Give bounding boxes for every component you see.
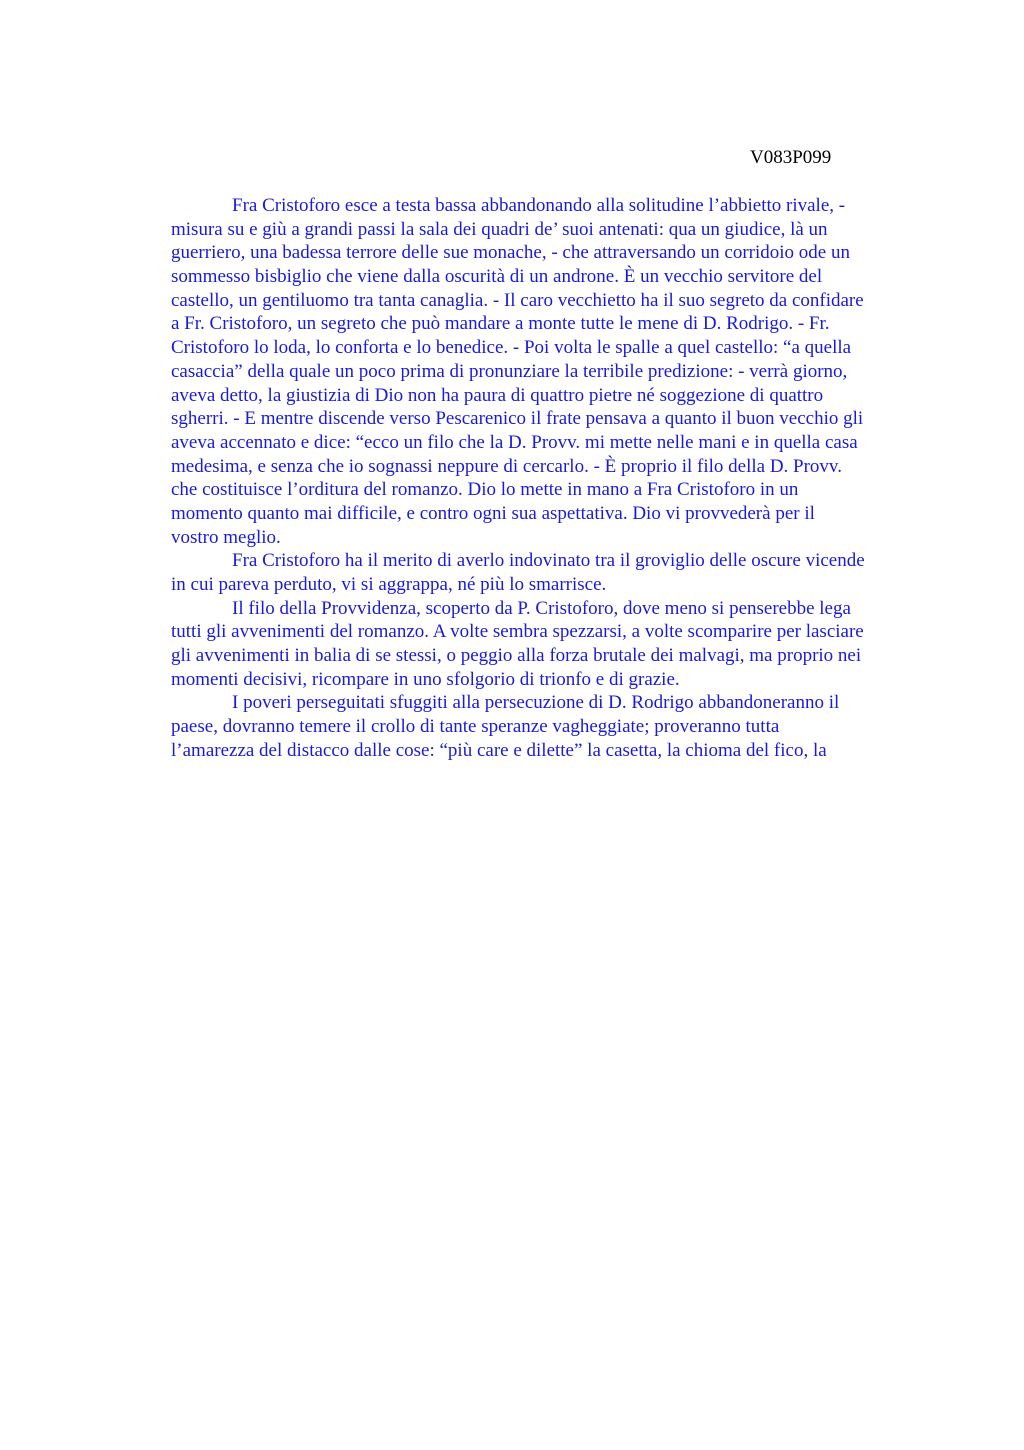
text-line: Fra Cristoforo ha il merito di averlo indovinato tra il groviglio delle oscure vicende (232, 550, 865, 572)
text-line: vostro meglio. (171, 526, 281, 548)
text-line: misura su e giù a grandi passi la sala dei quadri de’ suoi antenati: qua un giudice, là un (171, 218, 828, 240)
text-line: a Fr. Cristoforo, un segreto che può mandare a monte tutte le mene di D. Rodrigo. - Fr. (171, 313, 830, 335)
text-line: guerriero, una badessa terrore delle sue monache, - che attraversando un corridoio ode un (171, 242, 850, 264)
text-line: paese, dovranno temere il crollo di tante speranze vagheggiate; proveranno tutta (171, 716, 780, 738)
text-line: casaccia” della quale un poco prima di pronunziare la terribile predizione: - verrà giorno, (171, 360, 848, 382)
paragraph (171, 691, 931, 762)
page-identifier: V083P099 (750, 147, 832, 168)
paragraph (171, 597, 931, 692)
text-line: castello, un gentiluomo tra tanta canaglia. - Il caro vecchietto ha il suo segreto da confidare (171, 289, 864, 311)
text-line: aveva detto, la giustizia di Dio non ha paura di quattro pietre né soggezione di quattro (171, 384, 824, 406)
text-line: I poveri perseguitati sfuggiti alla persecuzione di D. Rodrigo abbandoneranno il (232, 692, 840, 714)
text-line: l’amarezza del distacco dalle cose: “più care e dilette” la casetta, la chioma del fico, la (171, 739, 827, 761)
text-line: in cui pareva perduto, vi si aggrappa, né più lo smarrisce. (171, 574, 607, 595)
text-line: che costituisce l’orditura del romanzo. Dio lo mette in mano a Fra Cristoforo in un (171, 479, 799, 501)
text-line: Fra Cristoforo esce a testa bassa abbandonando alla solitudine l’abbietto rivale, - (232, 195, 846, 216)
text-line: Cristoforo lo loda, lo conforta e lo benedice. - Poi volta le spalle a quel castello: “a quella (171, 337, 852, 359)
paragraph (171, 194, 931, 549)
text-line: sommesso bisbiglio che viene dalla oscurità di un androne. È un vecchio servitore del (171, 266, 823, 288)
paragraph (171, 549, 931, 596)
text-line: aveva accennato e dice: “ecco un filo che la D. Provv. mi mette nelle mani e in quella casa (171, 431, 858, 453)
text-line: tutti gli avvenimenti del romanzo. A volte sembra spezzarsi, a volte scomparire per lasciare (171, 621, 864, 643)
text-line: momento quanto mai difficile, e contro ogni sua aspettativa. Dio vi provvederà per il (171, 502, 815, 524)
text-line: medesima, e senza che io sognassi neppure di cercarlo. - È proprio il filo della D. Provv. (171, 455, 842, 477)
text-line: Il filo della Provvidenza, scoperto da P. Cristoforo, dove meno si penserebbe lega (232, 597, 851, 619)
text-line: sgherri. - E mentre discende verso Pescarenico il frate pensava a quanto il buon vecchio gli (171, 408, 864, 430)
text-line: gli avvenimenti in balia di se stessi, o peggio alla forza brutale dei malvagi, ma proprio nei (171, 645, 862, 667)
document-body (171, 194, 931, 763)
text-line: momenti decisivi, ricompare in uno sfolgorio di trionfo e di grazie. (171, 668, 680, 690)
